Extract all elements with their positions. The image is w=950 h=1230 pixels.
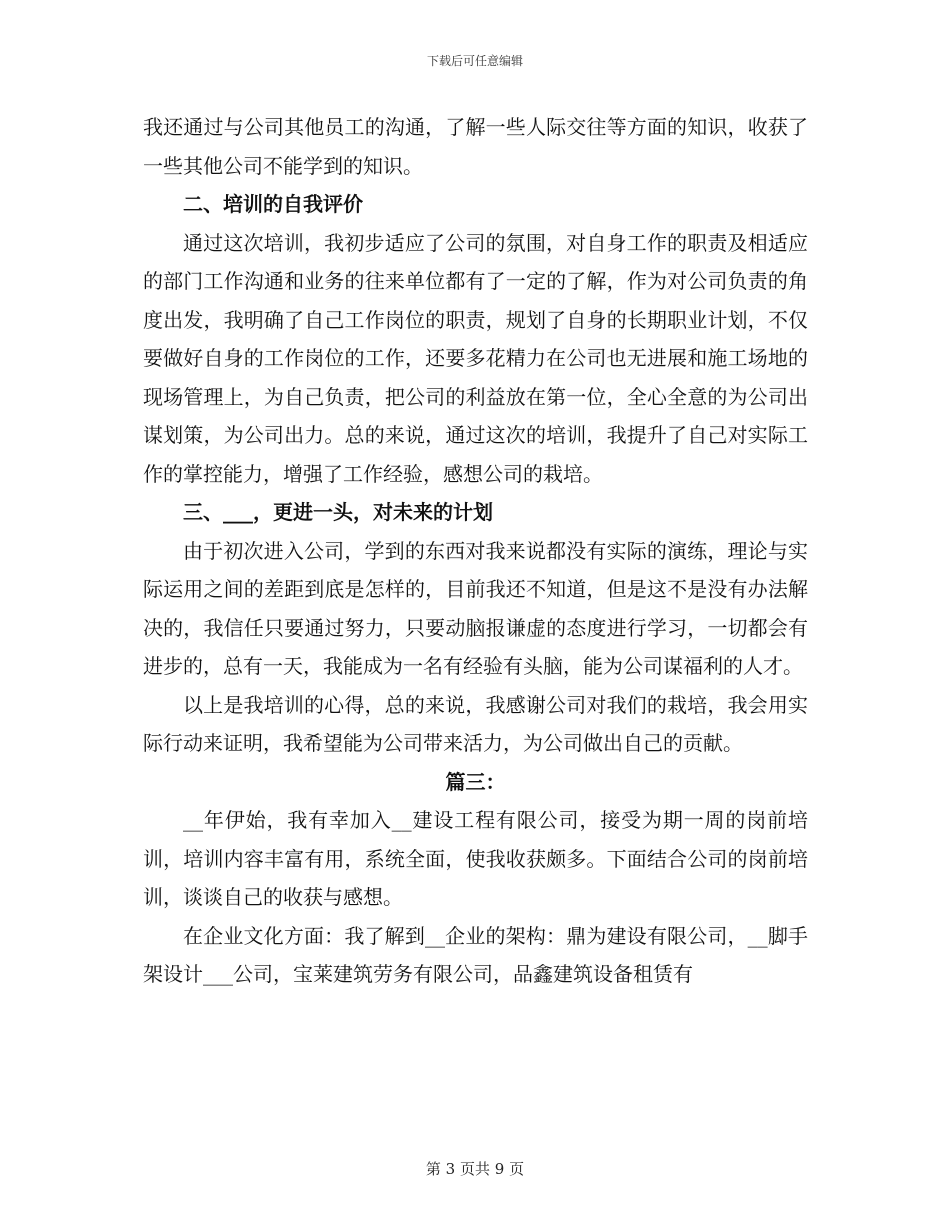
paragraph-conclusion: 以上是我培训的心得，总的来说，我感谢公司对我们的栽培，我会用实际行动来证明，我希望能为公司带来活力，为公司做出自己的贡献。 <box>143 692 808 755</box>
paragraph-corporate-culture: 在企业文化方面：我了解到__企业的架构：鼎为建设有限公司，__脚手架设计___公司，宝莱建筑劳务有限公司，品鑫建筑设备租赁有 <box>143 923 808 986</box>
page-footer: 第 3 页共 9 页 <box>425 1160 525 1178</box>
chapter-heading-part-three: 篇三： <box>445 769 506 794</box>
document-body <box>143 108 808 994</box>
section-heading-future-plan: 三、___，更进一头，对未来的计划 <box>183 500 493 524</box>
paragraph-continuation: 我还通过与公司其他员工的沟通，了解一些人际交往等方面的知识，收获了一些其他公司不能学到的知识。 <box>143 115 808 178</box>
page-header: 下载后可任意编辑 <box>426 54 523 68</box>
paragraph-part-three-intro: __年伊始，我有幸加入__建设工程有限公司，接受为期一周的岗前培训，培训内容丰富有用，系统全面，使我收获颇多。下面结合公司的岗前培训，谈谈自己的收获与感想。 <box>143 808 808 909</box>
paragraph-future-plan: 由于初次进入公司，学到的东西对我来说都没有实际的演练，理论与实际运用之间的差距到底是怎样的，目前我还不知道，但是这不是没有办法解决的，我信任只要通过努力，只要动脑报谦虚的态度进行学习，一切都会有进步的，总有一天，我能成为一名有经验有头脑，能为公司谋福利的人才。 <box>143 538 808 678</box>
paragraph-self-evaluation: 通过这次培训，我初步适应了公司的氛围，对自身工作的职责及相适应的部门工作沟通和业务的往来单位都有了一定的了解，作为对公司负责的角度出发，我明确了自己工作岗位的职责，规划了自身的长期职业计划，不仅要做好自身的工作岗位的工作，还要多花精力在公司也无进展和施工场地的现场管理上，为自己负责，把公司的利益放在第一位，全心全意的为公司出谋划策，为公司出力。总的来说，通过这次的培训，我提升了自己对实际工作的掌控能力，增强了工作经验，感想公司的栽培。 <box>143 230 808 486</box>
section-heading-self-evaluation: 二、培训的自我评价 <box>183 192 363 216</box>
